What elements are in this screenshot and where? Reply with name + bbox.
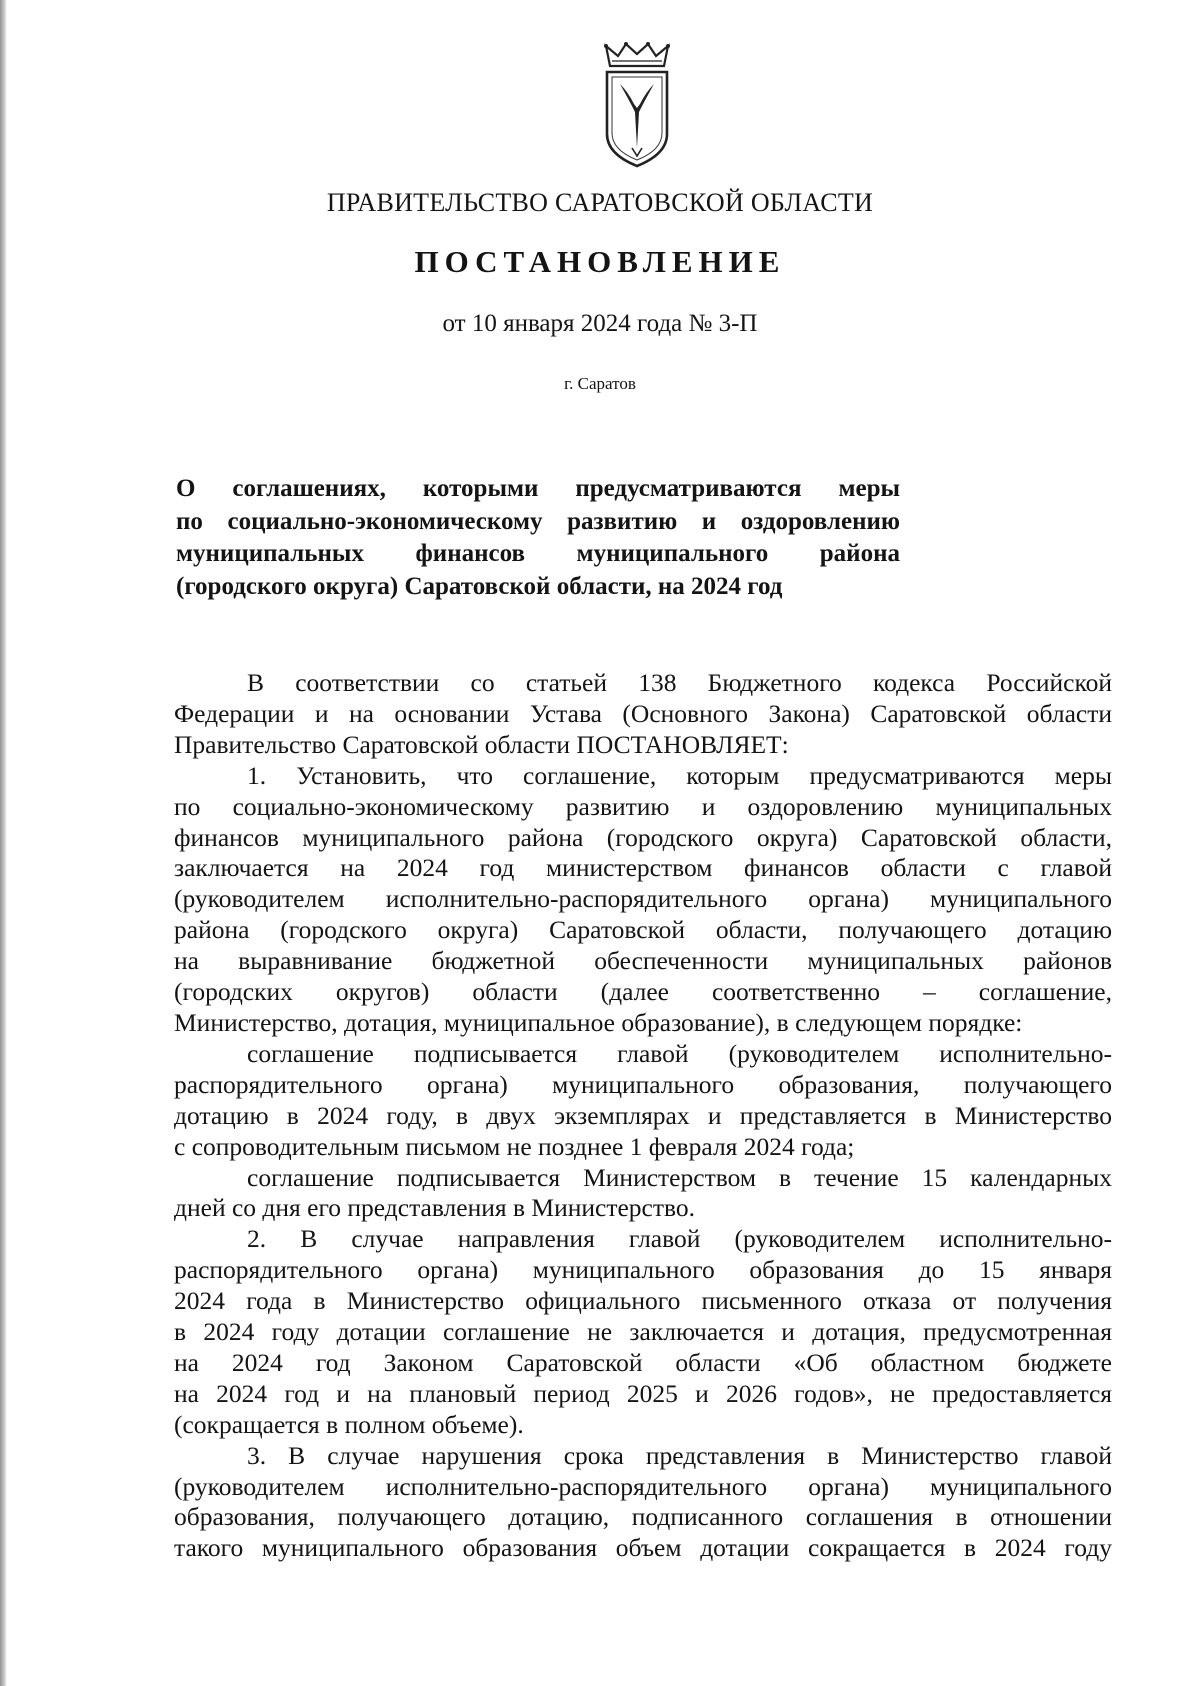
body-line: на выравнивание бюджетной обеспеченности муниципальных районов [174, 946, 1112, 976]
body-line: Федерации и на основании Устава (Основного Закона) Саратовской области [174, 698, 1112, 728]
body-line: 3. В случае нарушения срока представления в Министерство главой [247, 1440, 1112, 1470]
body-line: дотацию в 2024 году, в двух экземплярах и представляется в Министерство [174, 1100, 1112, 1130]
title-line: муниципальных финансов муниципального района [176, 540, 900, 567]
body-line: распорядительного органа) муниципального образования до 15 января [174, 1255, 1112, 1285]
body-line: (руководителем исполнительно-распорядительного органа) муниципального [174, 1471, 1112, 1501]
document-date-number: от 10 января 2024 года № 3-П [442, 310, 758, 337]
document-type: ПОСТАНОВЛЕНИЕ [414, 244, 786, 279]
body-line: в 2024 году дотации соглашение не заключается и дотация, предусмотренная [174, 1317, 1112, 1347]
document-body [174, 668, 1112, 1564]
body-line: 1. Установить, что соглашение, которым предусматриваются меры [247, 760, 1112, 790]
saratov-coat-of-arms-icon [602, 42, 672, 170]
body-line: на 2024 год и на плановый период 2025 и 2026 годов», не предоставляется [174, 1378, 1112, 1408]
body-line: В соответствии со статьей 138 Бюджетного кодекса Российской [247, 668, 1112, 697]
government-name: ПРАВИТЕЛЬСТВО САРАТОВСКОЙ ОБЛАСТИ [326, 188, 874, 217]
body-line: такого муниципального образования объем дотации сокращается в 2024 году [174, 1533, 1112, 1563]
body-line: распорядительного органа) муниципального образования, получающего [174, 1069, 1112, 1099]
title-line: (городского округа) Саратовской области, на 2024 год [176, 572, 783, 600]
body-line: 2024 года в Министерство официального письменного отказа от получения [174, 1286, 1112, 1316]
body-line: района (городского округа) Саратовской области, получающего дотацию [174, 915, 1112, 945]
body-line: на 2024 год Законом Саратовской области «Об областном бюджете [174, 1347, 1112, 1377]
body-line: дней со дня его представления в Министерство. [174, 1193, 695, 1223]
body-line: 2. В случае направления главой (руководителем исполнительно- [247, 1224, 1112, 1254]
body-line: (руководителем исполнительно-распорядительного органа) муниципального [174, 884, 1112, 914]
body-line: финансов муниципального района (городского округа) Саратовской области, [174, 822, 1112, 852]
body-line: соглашение подписывается Министерством в течение 15 календарных [247, 1162, 1112, 1192]
body-line: заключается на 2024 год министерством финансов области с главой [174, 853, 1112, 883]
body-line: по социально-экономическому развитию и оздоровлению муниципальных [174, 791, 1112, 821]
body-line: соглашение подписывается главой (руководителем исполнительно- [247, 1038, 1112, 1068]
body-line: (сокращается в полном объеме). [174, 1409, 524, 1439]
body-line: (городских округов) области (далее соответственно – соглашение, [174, 977, 1112, 1007]
title-line: по социально-экономическому развитию и оздоровлению [176, 507, 900, 535]
body-line: Правительство Саратовской области ПОСТАНОВЛЯЕТ: [174, 729, 789, 759]
body-line: с сопроводительным письмом не позднее 1 февраля 2024 года; [174, 1131, 855, 1161]
document-city: г. Саратов [564, 374, 636, 393]
body-line: Министерство, дотация, муниципальное образование), в следующем порядке: [174, 1007, 1023, 1037]
title-line: О соглашениях, которыми предусматриваются меры [176, 475, 900, 502]
body-line: образования, получающего дотацию, подписанного соглашения в отношении [174, 1502, 1112, 1532]
document-title [176, 473, 900, 603]
